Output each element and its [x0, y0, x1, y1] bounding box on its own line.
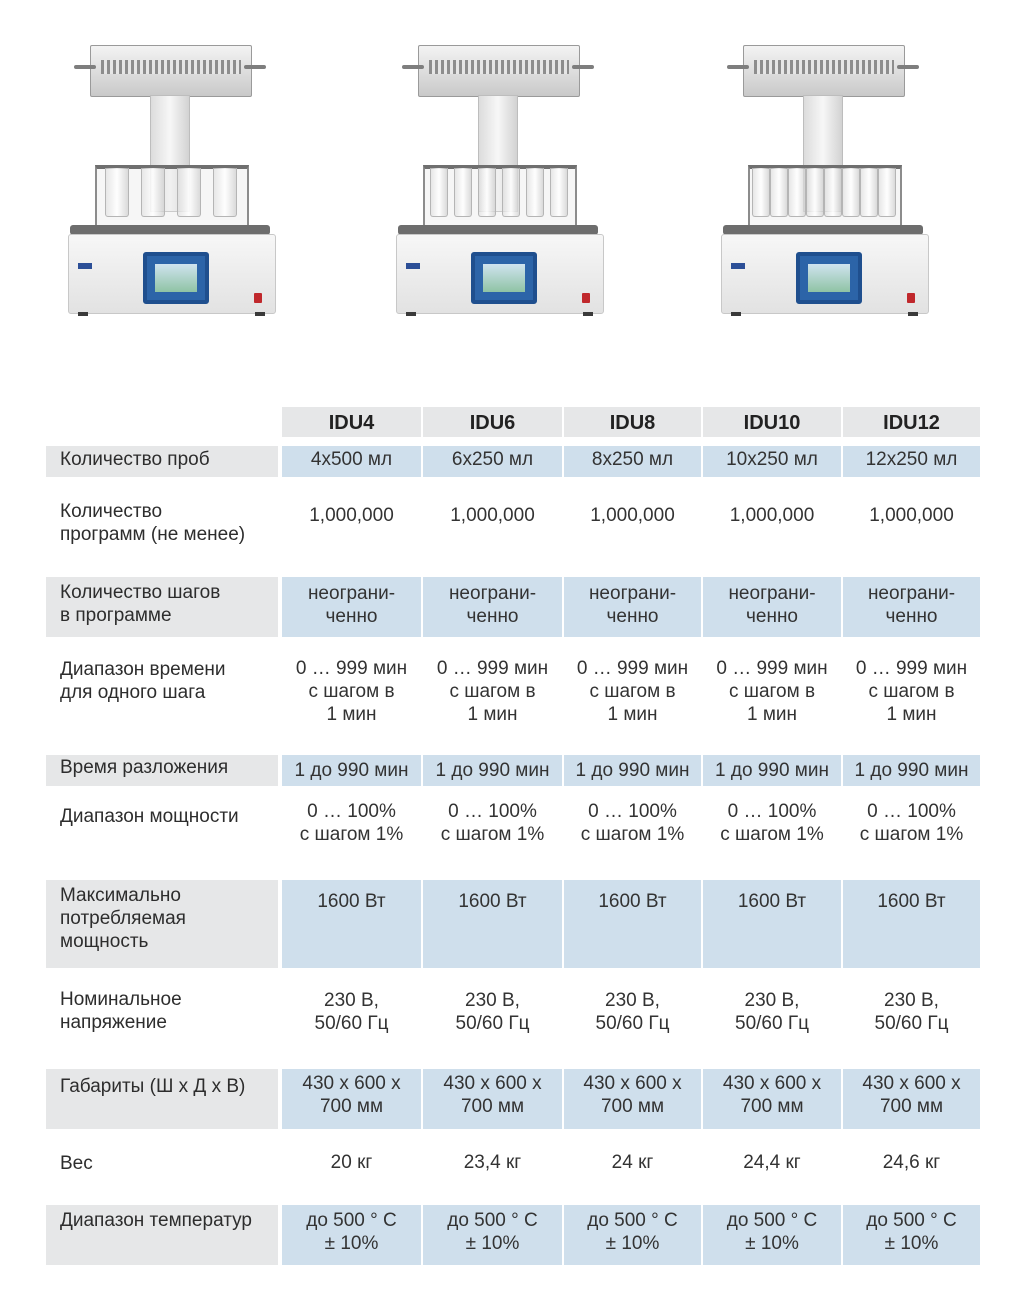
- row-label: Диапазон температур: [46, 1205, 278, 1265]
- foot-icon: [731, 312, 741, 316]
- touchscreen-icon: [796, 252, 862, 304]
- sample-tube-icon: [430, 168, 448, 217]
- column-header-idu10: IDU10: [703, 407, 841, 437]
- table-cell: 0 … 100% с шагом 1%: [859, 801, 964, 845]
- lid-icon: [90, 45, 252, 97]
- table-cell: 1,000,000: [590, 505, 675, 526]
- table-cell: 1,000,000: [869, 505, 954, 526]
- table-cell: 430 x 600 x 700 мм: [282, 1069, 421, 1129]
- table-cell: 10x250 мл: [703, 446, 841, 477]
- table-cell: 0 … 100% с шагом 1%: [580, 801, 685, 845]
- table-cell: неограни- ченно: [423, 577, 562, 637]
- row-label: Количество проб: [46, 446, 278, 477]
- power-switch-icon: [582, 293, 590, 303]
- handle-icon: [572, 65, 594, 69]
- row-label: Габариты (Ш х Д х В): [46, 1069, 278, 1129]
- touchscreen-icon: [471, 252, 537, 304]
- table-cell: неограни- ченно: [843, 577, 980, 637]
- table-cell: 1,000,000: [450, 505, 535, 526]
- row-label: Диапазон мощности: [60, 806, 239, 827]
- sample-tube-icon: [878, 168, 896, 217]
- sample-tube-icon: [550, 168, 568, 217]
- sample-tube-icon: [752, 168, 770, 217]
- table-cell: 230 В, 50/60 Гц: [314, 990, 389, 1034]
- sample-tube-icon: [213, 168, 237, 217]
- table-cell: 23,4 кг: [463, 1152, 522, 1173]
- table-cell: 230 В, 50/60 Гц: [874, 990, 949, 1034]
- table-cell: 0 … 100% с шагом 1%: [299, 801, 404, 845]
- table-cell: неограни- ченно: [703, 577, 841, 637]
- handle-icon: [74, 65, 96, 69]
- table-cell: 1 до 990 мин: [564, 755, 701, 786]
- table-cell: неограни- ченно: [282, 577, 421, 637]
- foot-icon: [406, 312, 416, 316]
- sample-tube-icon: [770, 168, 788, 217]
- table-cell: 1600 Вт: [282, 880, 421, 968]
- table-cell: до 500 ° С ± 10%: [282, 1205, 421, 1265]
- handle-icon: [897, 65, 919, 69]
- row-label: Количество шагов в программе: [46, 577, 278, 637]
- column-header-idu4: IDU4: [282, 407, 421, 437]
- row-label: Количество программ (не менее): [60, 501, 246, 545]
- table-cell: 6x250 мл: [423, 446, 562, 477]
- sample-tube-icon: [842, 168, 860, 217]
- table-cell: 0 … 999 мин с шагом в 1 мин: [295, 658, 408, 725]
- product-image-idu8: [703, 40, 943, 320]
- foot-icon: [255, 312, 265, 316]
- table-cell: 0 … 999 мин с шагом в 1 мин: [855, 658, 968, 725]
- table-cell: 230 В, 50/60 Гц: [595, 990, 670, 1034]
- table-cell: 430 x 600 x 700 мм: [564, 1069, 701, 1129]
- sample-tube-icon: [177, 168, 201, 217]
- table-cell: 4x500 мл: [282, 446, 421, 477]
- table-cell: 1 до 990 мин: [703, 755, 841, 786]
- sample-tube-icon: [502, 168, 520, 217]
- sample-tube-icon: [454, 168, 472, 217]
- table-cell: 230 В, 50/60 Гц: [455, 990, 530, 1034]
- table-cell: 0 … 100% с шагом 1%: [440, 801, 545, 845]
- power-switch-icon: [254, 293, 262, 303]
- sample-tube-icon: [478, 168, 496, 217]
- foot-icon: [908, 312, 918, 316]
- table-cell: 1600 Вт: [703, 880, 841, 968]
- table-cell: 0 … 999 мин с шагом в 1 мин: [576, 658, 689, 725]
- column-header-idu8: IDU8: [564, 407, 701, 437]
- table-cell: 0 … 999 мин с шагом в 1 мин: [436, 658, 549, 725]
- row-label: Номинальное напряжение: [60, 989, 182, 1033]
- row-label: Вес: [60, 1153, 93, 1174]
- sample-tube-icon: [105, 168, 129, 217]
- table-cell: 1,000,000: [309, 505, 394, 526]
- table-cell: 1600 Вт: [843, 880, 980, 968]
- table-cell: 430 x 600 x 700 мм: [703, 1069, 841, 1129]
- brand-logo: [731, 263, 745, 269]
- foot-icon: [78, 312, 88, 316]
- product-image-idu6: [378, 40, 618, 320]
- table-cell: 430 x 600 x 700 мм: [423, 1069, 562, 1129]
- table-cell: 1,000,000: [729, 505, 815, 526]
- row-label: Диапазон времени для одного шага: [60, 659, 226, 703]
- column-header-idu6: IDU6: [423, 407, 562, 437]
- sample-tube-icon: [806, 168, 824, 217]
- lid-icon: [418, 45, 580, 97]
- column-header-idu12: IDU12: [843, 407, 980, 437]
- product-images: [0, 0, 1009, 330]
- sample-tube-icon: [788, 168, 806, 217]
- table-cell: до 500 ° С ± 10%: [843, 1205, 980, 1265]
- table-cell: 24 кг: [611, 1152, 654, 1173]
- table-cell: 8x250 мл: [564, 446, 701, 477]
- table-cell: 1 до 990 мин: [282, 755, 421, 786]
- table-cell: 230 В, 50/60 Гц: [735, 990, 809, 1034]
- brand-logo: [406, 263, 420, 269]
- table-cell: 12x250 мл: [843, 446, 980, 477]
- row-label: Время разложения: [46, 755, 278, 786]
- handle-icon: [402, 65, 424, 69]
- table-cell: 1600 Вт: [423, 880, 562, 968]
- power-switch-icon: [907, 293, 915, 303]
- table-cell: 0 … 100% с шагом 1%: [720, 801, 824, 845]
- sample-tube-icon: [526, 168, 544, 217]
- table-cell: 1 до 990 мин: [843, 755, 980, 786]
- table-cell: 430 x 600 x 700 мм: [843, 1069, 980, 1129]
- brand-logo: [78, 263, 92, 269]
- table-cell: до 500 ° С ± 10%: [564, 1205, 701, 1265]
- table-cell: 24,4 кг: [743, 1152, 801, 1173]
- table-cell: 1600 Вт: [564, 880, 701, 968]
- table-cell: 1 до 990 мин: [423, 755, 562, 786]
- sample-tube-icon: [141, 168, 165, 217]
- touchscreen-icon: [143, 252, 209, 304]
- table-cell: неограни- ченно: [564, 577, 701, 637]
- sample-tube-icon: [860, 168, 878, 217]
- table-cell: 0 … 999 мин с шагом в 1 мин: [716, 658, 828, 725]
- table-cell: до 500 ° С ± 10%: [423, 1205, 562, 1265]
- table-cell: 20 кг: [330, 1152, 373, 1173]
- lid-icon: [743, 45, 905, 97]
- sample-tube-icon: [824, 168, 842, 217]
- table-cell: до 500 ° С ± 10%: [703, 1205, 841, 1265]
- handle-icon: [727, 65, 749, 69]
- foot-icon: [583, 312, 593, 316]
- table-cell: 24,6 кг: [882, 1152, 941, 1173]
- handle-icon: [244, 65, 266, 69]
- row-label: Максимально потребляемая мощность: [46, 880, 278, 968]
- product-image-idu4: [50, 40, 290, 320]
